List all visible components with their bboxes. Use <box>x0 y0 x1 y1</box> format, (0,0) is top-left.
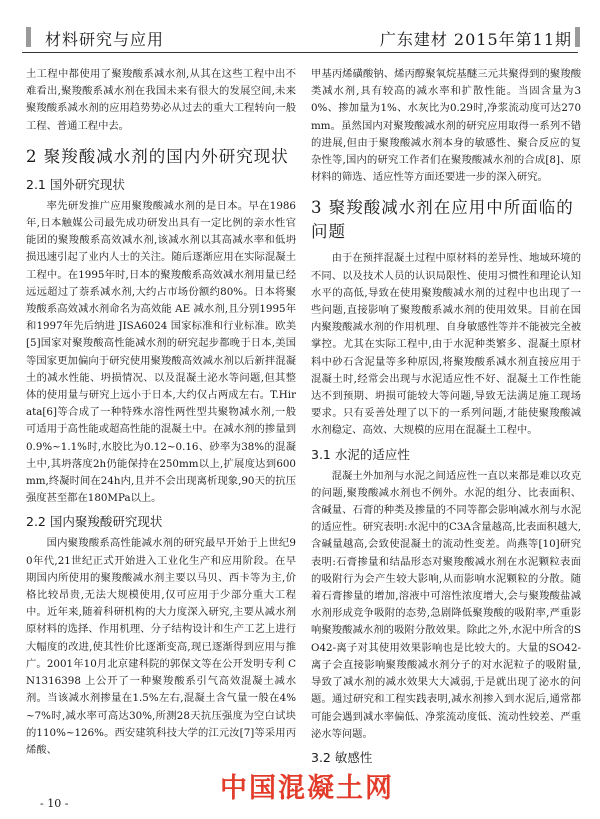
paragraph: 由于在预拌混凝土过程中原材料的差异性、地域环境的不同、以及技术人员的认识局限性、使用习惯性和理论认知水平的高低,导致在使用聚羧酸减水剂的过程中也出现了一些问题,直接影响了聚羧酸系减水剂的使用效果。目前在国内聚羧酸减水剂的作用机理、自身敏感性等并不能被完全被掌控。尤其在实际工程中,由于水泥种类繁多、混凝土原材料中砂石含泥量等多种原因,将聚羧酸系减水剂直接应用于混凝土时,经常会出现与水泥适应性不好、混凝土工作性能达不到预期、坍损可能较大等问题,导致无法满足施工现场要求。只有妥善处理了以下的一系列问题,才能使聚羧酸减水剂稳定、高效、大规模的应用在混凝土工程中。 <box>311 252 581 437</box>
header-bar-left <box>26 27 31 47</box>
paragraph: 率先研发推广应用聚羧酸减水剂的是日本。早在1986年,日本触媒公司最先成功研发出具有一定比例的亲水性官能团的聚羧酸系高效减水剂,该减水剂以其高减水率和低坍损迅速引起了业内人士的关注。随后逐渐应用在实际混凝土工程中。在1995年时,日本的聚羧酸系高效减水剂用量已经远远超过了萘系减水剂,大约占市场份额约80%。日本将聚羧酸系高效减水剂命名为高效能 AE 减水剂,且分别1995年和1997年先后纳进 JISA6024 国家标准和行业标准。欧美[5]国家对聚羧酸高性能减水剂的研究起步都晚于日本,美国等国家更加偏向于研究使用聚羧酸高效减水剂以后新拌混凝土的减水性能、坍损情况、以及混凝土泌水等问题,但其整体的使用量与研究上远小于日本,大约仅占两成左右。T.Hirata[6]等合成了一种特殊水溶性两性型共聚物减水剂,一般可适用于高性能或超高性能的混凝土中。在减水剂的掺量到0.9%~1.1%时,水胶比为0.12~0.16、砂率为38%的混凝土中,其坍落度2h仍能保持在250mm以上,扩展度达到600mm,终凝时间在24h内,且并不会出现离析现象,90天的抗压强度甚至都在180MPa以上。 <box>26 199 296 505</box>
section-heading: 3 聚羧酸减水剂在应用中所面临的问题 <box>311 198 574 242</box>
header-section-title: 材料研究与应用 <box>45 30 165 49</box>
watermark-text: 中国混凝土网 <box>220 773 394 804</box>
subsection-heading: 3.1 水泥的适应性 <box>311 446 410 462</box>
paragraph: 土工程中都使用了聚羧酸系减水剂,从其在这些工程中出不难看出,聚羧酸系减水剂在我国未来有很大的发展空间,未来聚羧酸系减水剂的应用趋势势必从过去的重大工程转向一般工程、普通工程中去。 <box>26 68 296 132</box>
subsection-heading: 2.2 国内聚羧酸研究现状 <box>26 514 163 530</box>
subsection-heading: 3.2 敏感性 <box>311 749 373 765</box>
paragraph: 国内聚羧酸系高性能减水剂的研究最早开始于上世纪90年代,21世纪正式开始进入工业化生产和应用阶段。在早期国内所使用的聚羧酸减水剂主要以马贝、西卡等为主,价格比较昂贵,无法大规模使用,仅可应用于少部分重大工程中。近年来,随着科研机构的大力度深入研究,主要从减水剂原材料的选择、作用机理、分子结构设计和生产工艺上进行大幅度的改进,使其性价比逐渐变高,现已逐渐得到应用与推广。2001年10月北京建科院的郭保文等在公开发明专利 CN1316398 上公开了一种聚羧酸系引气高效混凝土减水剂。当该减水剂掺量在1.5%左右,混凝土含气量一般在4%~7%时,减水率可高达30%,所测28天抗压强度为空白试块的110%~126%。西安建筑科技大学的江元汝[7]等采用丙烯酸、 <box>26 537 296 756</box>
header-journal-issue: 广东建材 2015年第11期 <box>379 30 572 49</box>
paragraph: 甲基丙烯磺酸钠、烯丙醇聚氧烷基醚三元共聚得到的聚羧酸类减水剂,具有较高的减水率和扩散性能。当固含量为30%、掺加量为1%、水灰比为0.29时,净浆流动度可达270mm。虽然国内对聚羧酸减水剂的研究应用取得一系列不错的进展,但由于聚羧酸减水剂本身的敏感性、聚合反应的复杂性等,国内的研究工作者们在聚羧酸减水剂的合成[8]、原材料的筛选、适应性等方面还要进一步的深入研究。 <box>311 68 581 184</box>
section-heading: 2 聚羧酸减水剂的国内外研究现状 <box>26 146 289 166</box>
right-column <box>311 66 581 766</box>
header-divider <box>22 52 578 53</box>
subsection-heading: 2.1 国外研究现状 <box>26 176 125 192</box>
page-number: - 10 - <box>40 797 69 810</box>
page-header <box>0 0 600 56</box>
paragraph: 混凝土外加剂与水泥之间适应性一直以来都是难以攻克的问题,聚羧酸减水剂也不例外。水泥的组分、比表面积、含碱量、石膏的种类及掺量的不同等都会影响减水剂与水泥的适应性。研究表明:水泥中的C3A含量越高,比表面积越大,含碱量越高,会致使混凝土的流动性变差。尚燕等[10]研究表明:石膏掺量和结晶形态对聚羧酸减水剂在水泥颗粒表面的吸附行为会产生较大影响,从而影响水泥颗粒的分散。随着石膏掺量的增加,溶液中可溶性浓度增大,会与聚羧酸盐减水剂形成竞争吸附的态势,急剧降低聚羧酸的吸附率,严重影响聚羧酸减水剂的吸附分散效果。除此之外,水泥中所含的SO42-离子对其使用效果影响也是比较大的。大量的SO42-离子会直接影响聚羧酸减水剂分子的对水泥粒子的吸附量,导致了减水剂的减水效果大大减弱,于是就出现了泌水的问题。通过研究和工程实践表明,减水剂掺入到水泥后,通常都可能会遇到减水率偏低、净浆流动度低、流动性较差、严重泌水等问题。 <box>311 469 581 740</box>
left-column <box>26 66 296 766</box>
header-bar-right <box>575 27 580 47</box>
